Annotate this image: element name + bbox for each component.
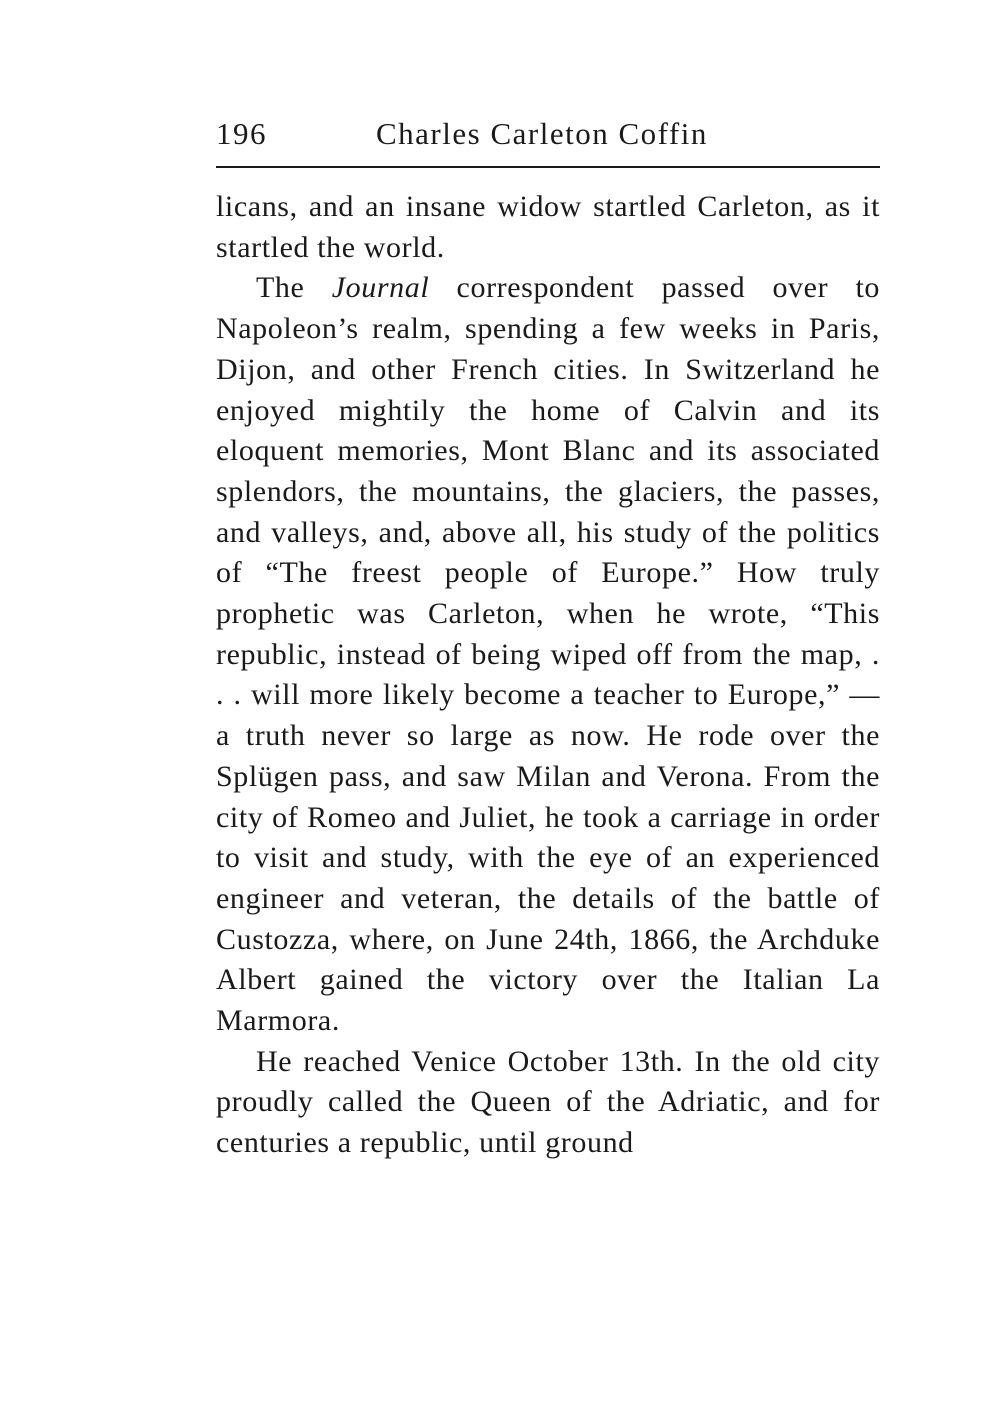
paragraph-text-start: The: [256, 271, 332, 305]
header-rule: [216, 166, 880, 168]
paragraph-text: licans, and an insane widow startled Carleton, as it startled the world.: [216, 190, 880, 264]
page-number: 196: [216, 116, 267, 151]
paragraph-continued: [216, 187, 880, 268]
running-head: Charles Carleton Coffin: [376, 116, 708, 151]
paragraph-text-rest: correspondent passed over to Napoleon’s realm, spending a few weeks in Paris, Dijon, and other French cities. In Switzerland he enjoyed mightily the home of Calvin and its eloquent memories, Mont Blanc and its associated splendors, the mountains, the glaciers, the passes, and valleys, and, above all, his study of the politics of “The freest people of Europe.” How truly prophetic was Carleton, when he wrote, “This republic, instead of being wiped off from the map, . . . will more likely become a teacher to Europe,” — a truth never so large as now. He rode over the Splügen pass, and saw Milan and Verona. From the city of Romeo and Juliet, he took a carriage in order to visit and study, with the eye of an experienced engineer and veteran, the details of the battle of Custozza, where, on June 24th, 1866, the Archduke Albert gained the victory over the Italian La Marmora.: [216, 271, 880, 1038]
body-text: [216, 187, 880, 1164]
paragraph-text: He reached Venice October 13th. In the old city proudly called the Queen of the Adriatic, and for centuries a republic, until ground: [216, 1044, 880, 1160]
paragraph: [216, 268, 880, 1041]
journal-title-italic: Journal: [331, 271, 430, 305]
page-header: [216, 112, 880, 160]
paragraph: [216, 1042, 880, 1164]
